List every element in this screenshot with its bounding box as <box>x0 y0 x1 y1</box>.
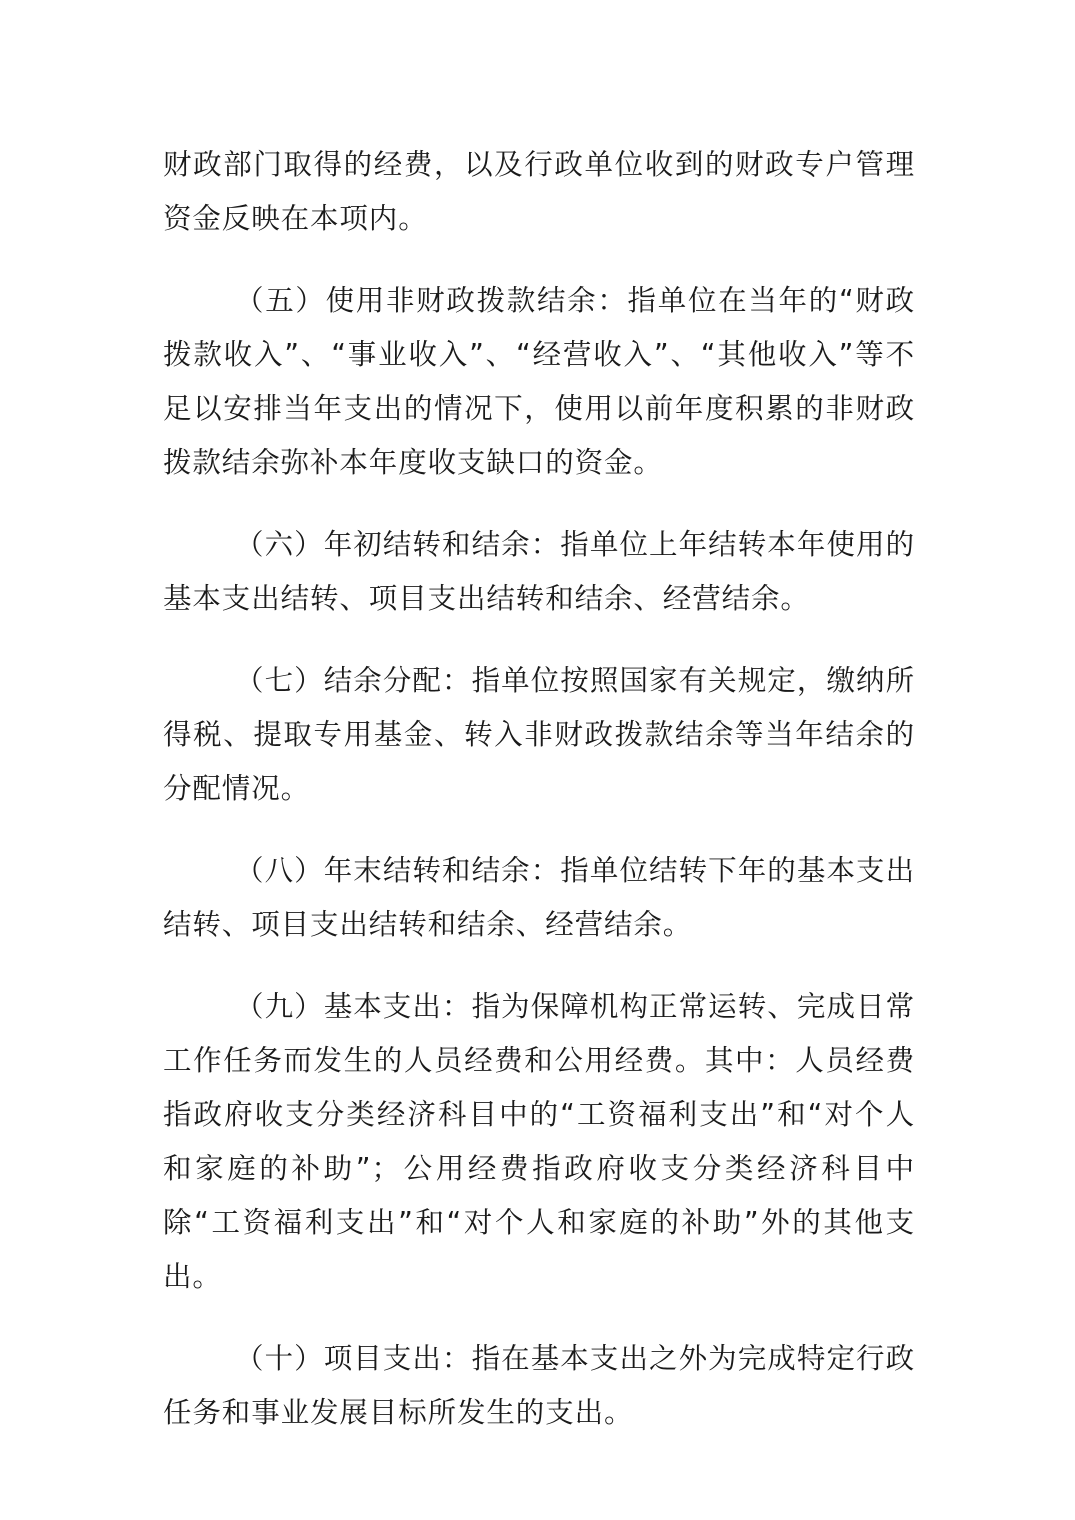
paragraph-item-9: （九）基本支出：指为保障机构正常运转、完成日常工作任务而发生的人员经费和公用经费。其中：人员经费指政府收支分类经济科目中的“工资福利支出”和“对个人和家庭的补助”；公用经费指政府收支分类经济科目中除“工资福利支出”和“对个人和家庭的补助”外的其他支出。 <box>163 990 915 1293</box>
paragraph-item-6: （六）年初结转和结余：指单位上年结转本年使用的基本支出结转、项目支出结转和结余、经营结余。 <box>163 528 915 615</box>
paragraph-item-7: （七）结余分配：指单位按照国家有关规定，缴纳所得税、提取专用基金、转入非财政拨款结余等当年结余的分配情况。 <box>163 664 915 805</box>
paragraph-continuation: 财政部门取得的经费，以及行政单位收到的财政专户管理资金反映在本项内。 <box>163 148 915 235</box>
paragraph-item-5: （五）使用非财政拨款结余：指单位在当年的“财政拨款收入”、“事业收入”、“经营收入”、“其他收入”等不足以安排当年支出的情况下，使用以前年度积累的非财政拨款结余弥补本年度收支缺口的资金。 <box>163 284 915 479</box>
document-body <box>163 138 915 1468</box>
paragraph-item-8: （八）年末结转和结余：指单位结转下年的基本支出结转、项目支出结转和结余、经营结余。 <box>163 854 915 941</box>
paragraph-item-10: （十）项目支出：指在基本支出之外为完成特定行政任务和事业发展目标所发生的支出。 <box>163 1342 915 1429</box>
